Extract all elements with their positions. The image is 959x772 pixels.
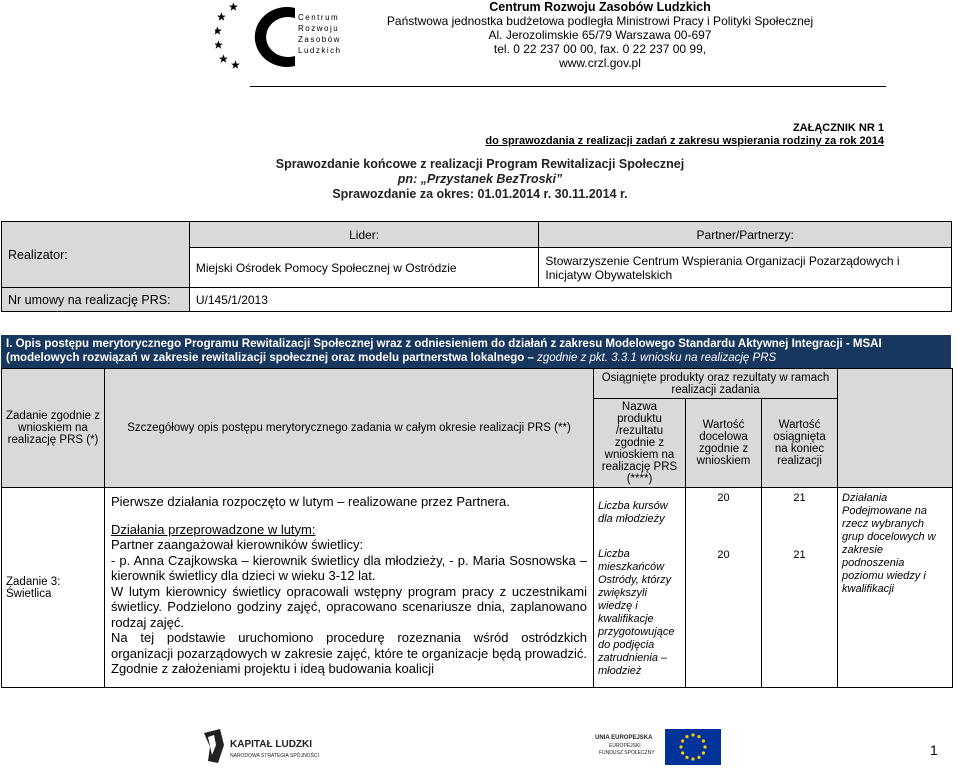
desc-line-5: W lutym kierownicy świetlicy opracowali wstępny program pracy z uczestnikami świetlicy. Podzielono godziny zajęć, opracowano scenariusze dnia, zaplanowano rodzaj zajęć. bbox=[111, 583, 587, 630]
agreement-number: U/145/1/2013 bbox=[189, 288, 951, 312]
ue-line-1: UNIA EUROPEJSKA bbox=[595, 735, 653, 741]
kl-title: KAPITAŁ LUDZKI bbox=[230, 739, 313, 750]
ue-line-3: FUNDUSZ SPOŁECZNY bbox=[599, 750, 655, 756]
achieved-2: 21 bbox=[793, 549, 806, 561]
crzl-logo bbox=[215, 2, 355, 70]
desc-line-3: Partner zaangażował kierowników świetlicy: bbox=[111, 537, 364, 552]
attachment-number: ZAŁĄCZNIK NR 1 bbox=[792, 122, 884, 134]
report-title: Sprawozdanie końcowe z realizacji Program Rewitalizacji Społecznej bbox=[275, 157, 685, 171]
action-text: Działania Podejmowane na rzecz wybranych grup docelowych w zakresie podnoszenia poziomu wiedzy i kwalifikacji bbox=[842, 492, 936, 595]
product-1: Liczba kursów dla młodzieży bbox=[598, 500, 668, 525]
attachment-header bbox=[480, 122, 884, 148]
kl-subtitle: NARODOWA STRATEGIA SPÓJNOŚCI bbox=[230, 753, 319, 759]
products-group-header: Osiągnięte produkty oraz rezultaty w ramach realizacji zadania bbox=[594, 369, 838, 399]
report-title-block bbox=[250, 157, 710, 202]
institution-header bbox=[370, 0, 830, 70]
logo-text-1: Centrum bbox=[298, 13, 340, 22]
desc-line-2: Działania przeprowadzone w lutym: bbox=[111, 521, 316, 537]
section-reference: zgodnie z pkt. 3.3.1 wniosku na realizację PRS bbox=[537, 352, 777, 364]
target-2: 20 bbox=[717, 549, 730, 561]
task-cell bbox=[2, 488, 105, 688]
institution-subtitle: Państwowa jednostka budżetowa podległa Ministrowi Pracy i Polityki Społecznej bbox=[386, 14, 814, 28]
partner-header: Partner/Partnerzy: bbox=[539, 222, 952, 248]
report-period: Sprawozdanie za okres: 01.01.2014 r. 30.11.2014 r. bbox=[332, 187, 628, 201]
task-header: Zadanie zgodnie z wnioskiem na realizację PRS (*) bbox=[2, 369, 105, 488]
eu-esf-logo bbox=[595, 727, 725, 767]
achieved-cell bbox=[762, 488, 838, 688]
target-1: 20 bbox=[717, 492, 730, 504]
logo-text-2: Rozwoju bbox=[298, 24, 340, 33]
product-name-header: Nazwa produktu /rezultatu zgodnie z wnioskiem na realizację PRS (****) bbox=[594, 399, 686, 488]
attachment-description: do sprawozdania z realizacji zadań z zakresu wspierania rodziny za rok 2014 bbox=[485, 135, 884, 147]
partner-name: Stowarzyszenie Centrum Wspierania Organizacji Pozarządowych i Inicjatyw Obywatelskich bbox=[539, 248, 952, 288]
progress-table bbox=[1, 368, 953, 688]
target-value-header: Wartość docelowa zgodnie z wnioskiem bbox=[686, 399, 762, 488]
project-name: pn: „Przystanek BezTroski” bbox=[397, 172, 563, 186]
leader-header: Lider: bbox=[189, 222, 539, 248]
page-number: 1 bbox=[930, 742, 938, 758]
achieved-value-header: Wartość osiągnięta na koniec realizacji bbox=[762, 399, 838, 488]
implementers-table bbox=[1, 221, 952, 312]
action-header bbox=[838, 369, 953, 488]
section-text: I. Opis postępu merytorycznego Programu Rewitalizacji Społecznej wraz z odniesieniem do działań z zakresu Modelowego Standardu Aktywnej Integracji - MSAI (modelowych rozwiązań w zakresie rewitalizacji społecznej oraz modelu partnerstwa lokalnego – bbox=[6, 338, 882, 364]
desc-line-4: - p. Anna Czajkowska – kierownik świetlicy dla młodzieży, - p. Maria Sosnowska – kierownik świetlicy dla dzieci w wieku 3-12 lat. bbox=[111, 552, 587, 583]
institution-phone: tel. 0 22 237 00 00, fax. 0 22 237 00 99, bbox=[493, 42, 707, 56]
description-header: Szczegółowy opis postępu merytorycznego zadania w całym okresie realizacji PRS (**) bbox=[105, 369, 594, 488]
agreement-label: Nr umowy na realizację PRS: bbox=[2, 288, 190, 312]
section-heading bbox=[1, 335, 951, 371]
ue-line-2: EUROPEJSKI bbox=[609, 743, 641, 749]
logo-text-3: Zasobów bbox=[298, 35, 341, 44]
logo-text-4: Ludzkich bbox=[298, 46, 342, 55]
desc-line-6: Na tej podstawie uruchomiono procedurę rozeznania wśród ostródzkich organizacji pozarządowych w zakresie zajęć, które te organizacje będą prowadzić. Zgodnie z założeniami projektu i ideą budowania koalicji bbox=[111, 630, 587, 676]
target-cell bbox=[686, 488, 762, 688]
action-cell bbox=[838, 488, 953, 688]
product-cell bbox=[594, 488, 686, 688]
achieved-1: 21 bbox=[793, 492, 806, 504]
leader-name: Miejski Ośrodek Pomocy Społecznej w Ostródzie bbox=[189, 248, 539, 288]
kapital-ludzki-logo bbox=[200, 727, 340, 767]
product-2: Liczba mieszkańców Ostródy, którzy zwiększyli wiedzę i kwalifikacje przygotowujące do podjęcia zatrudnienia – młodzież bbox=[598, 548, 675, 677]
desc-line-1: Pierwsze działania rozpoczęto w lutym – realizowane przez Partnera. bbox=[111, 494, 510, 509]
realizator-label: Realizator: bbox=[2, 222, 190, 288]
task-name: Zadanie 3: Świetlica bbox=[6, 575, 61, 600]
institution-website: www.crzl.gov.pl bbox=[559, 56, 641, 70]
institution-address: Al. Jerozolimskie 65/79 Warszawa 00-697 bbox=[488, 28, 712, 42]
institution-name: Centrum Rozwoju Zasobów Ludzkich bbox=[489, 0, 711, 14]
description-cell bbox=[105, 488, 594, 688]
header-rule bbox=[250, 86, 886, 88]
